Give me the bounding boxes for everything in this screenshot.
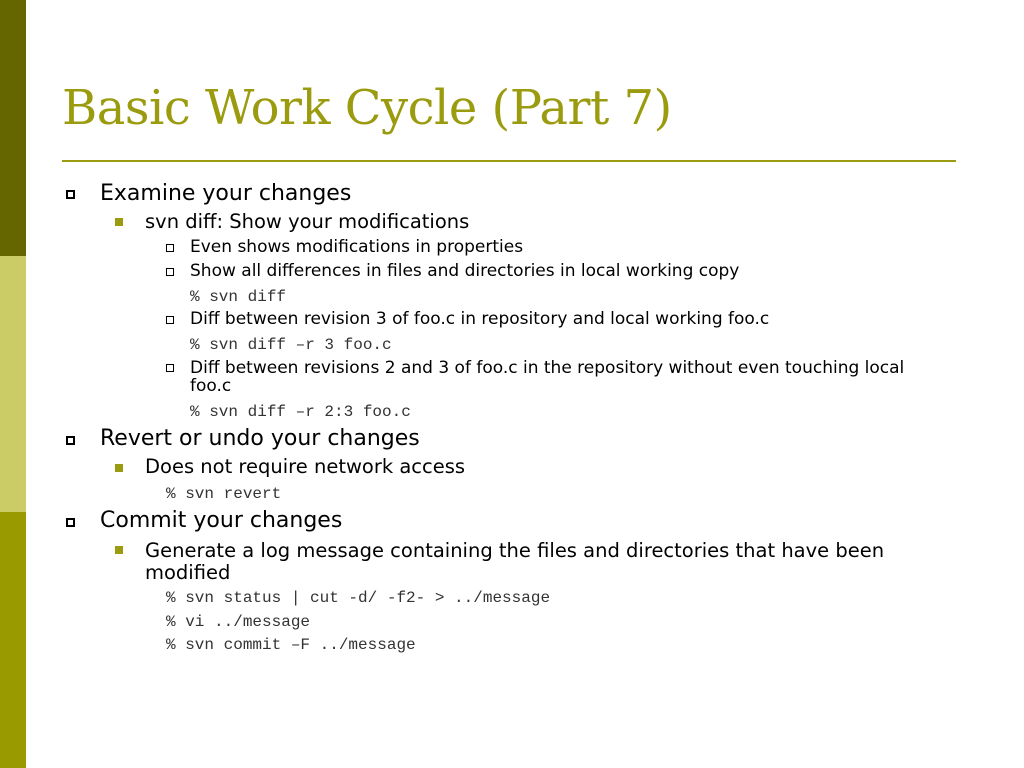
bullet-properties: Even shows modifications in properties bbox=[190, 237, 524, 257]
slide-title: Basic Work Cycle (Part 7) bbox=[62, 80, 672, 136]
bullet-revisions-2-3: Diff between revisions 2 and 3 of foo.c in the repository without even touching local foo.c bbox=[190, 358, 905, 396]
hollow-square-bullet-icon bbox=[66, 518, 75, 527]
bullet-show-all: Show all differences in files and directories in local working copy bbox=[190, 261, 740, 281]
hollow-square-bullet-icon bbox=[166, 268, 174, 276]
hollow-square-bullet-icon bbox=[66, 190, 75, 199]
bullet-examine: Examine your changes bbox=[100, 181, 352, 206]
command-svn-diff: % svn diff bbox=[190, 288, 287, 306]
bullet-log-message: Generate a log message containing the files and directories that have been modified bbox=[145, 539, 885, 584]
hollow-square-bullet-icon bbox=[166, 244, 174, 252]
command-svn-diff-r23: % svn diff –r 2:3 foo.c bbox=[190, 403, 411, 421]
sidebar-segment-light bbox=[0, 256, 26, 512]
hollow-square-bullet-icon bbox=[166, 316, 174, 324]
command-svn-revert: % svn revert bbox=[166, 485, 282, 503]
command-svn-commit: % svn commit –F ../message bbox=[166, 636, 416, 654]
sidebar-segment-mid bbox=[0, 512, 26, 768]
command-svn-status: % svn status | cut -d/ -f2- > ../message bbox=[166, 589, 551, 607]
command-svn-diff-r3: % svn diff –r 3 foo.c bbox=[190, 336, 392, 354]
sidebar-stripe bbox=[0, 0, 26, 768]
filled-square-bullet-icon bbox=[115, 218, 123, 226]
hollow-square-bullet-icon bbox=[166, 364, 174, 372]
bullet-no-network: Does not require network access bbox=[145, 455, 466, 478]
sidebar-segment-dark bbox=[0, 0, 26, 256]
command-vi-message: % vi ../message bbox=[166, 613, 311, 631]
bullet-commit: Commit your changes bbox=[100, 508, 343, 533]
bullet-revision-3: Diff between revision 3 of foo.c in repository and local working foo.c bbox=[190, 309, 770, 329]
title-divider bbox=[62, 160, 956, 162]
hollow-square-bullet-icon bbox=[66, 436, 75, 445]
filled-square-bullet-icon bbox=[115, 546, 123, 554]
bullet-revert: Revert or undo your changes bbox=[100, 426, 420, 451]
filled-square-bullet-icon bbox=[115, 464, 123, 472]
bullet-svn-diff: svn diff: Show your modifications bbox=[145, 210, 470, 233]
